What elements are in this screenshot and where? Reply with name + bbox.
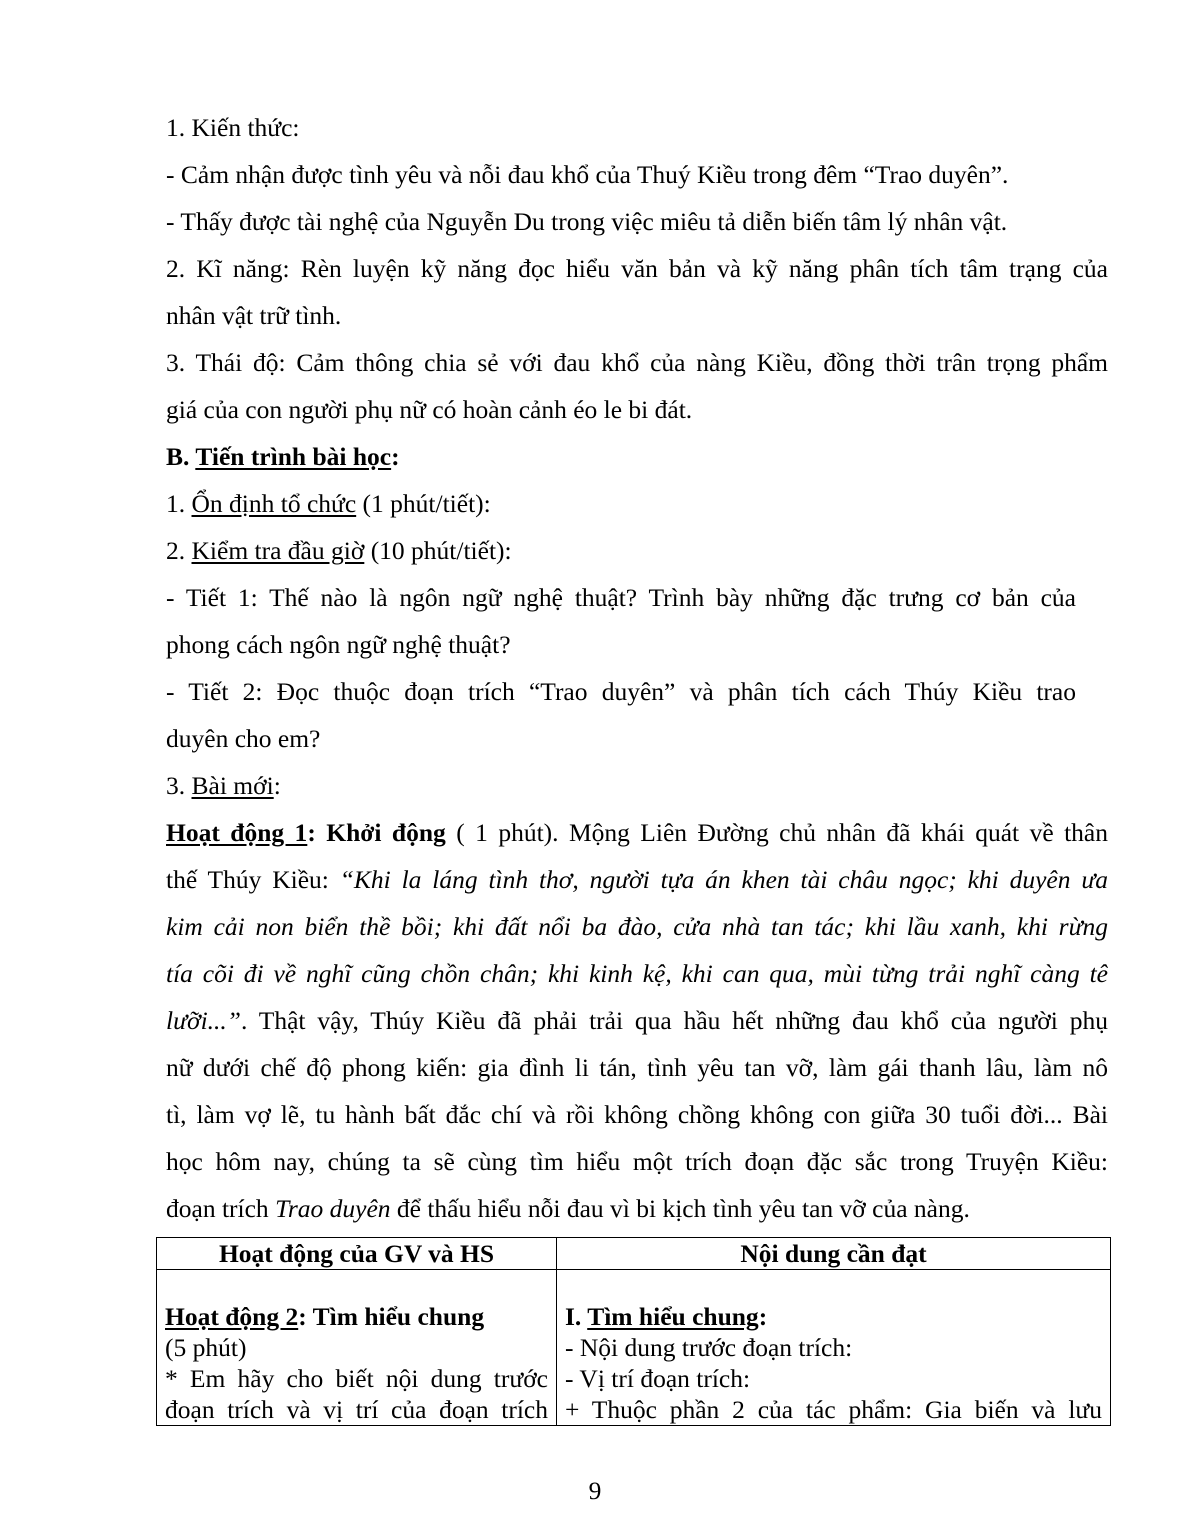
attitude-line-1: 3. Thái độ: Cảm thông chia sẻ với đau khổ của nàng Kiều, đồng thời trân trọng phẩm [166,348,1108,377]
activity-1-line-9: đoạn trích Trao duyên để thấu hiểu nỗi đau vì bi kịch tình yêu tan vỡ của nàng. [166,1194,970,1223]
table-row [157,1270,1111,1426]
content-item-2: - Vị trí đoạn trích: [565,1364,751,1393]
activity-2-time: (5 phút) [165,1333,247,1362]
table-cell-content [557,1270,1111,1426]
question-2-line-1: - Tiết 2: Đọc thuộc đoạn trích “Trao duyên” và phân tích cách Thúy Kiều trao [166,677,1076,706]
process-heading: B. Tiến trình bài học: [166,442,400,471]
table-header-content: Nội dung cần đạt [557,1238,1111,1270]
skill-line-1: 2. Kĩ năng: Rèn luyện kỹ năng đọc hiểu văn bản và kỹ năng phân tích tâm trạng của [166,254,1108,283]
step-1: 1. Ổn định tổ chức (1 phút/tiết): [166,489,491,518]
step-2: 2. Kiểm tra đầu giờ (10 phút/tiết): [166,536,512,565]
activity-2-question-line-2: đoạn trích và vị trí của đoạn trích [165,1395,548,1424]
question-1-line-1: - Tiết 1: Thế nào là ngôn ngữ nghệ thuật? Trình bày những đặc trưng cơ bản của [166,583,1076,612]
activity-1-line-7: tì, làm vợ lẽ, tu hành bất đắc chí và rồi không chồng không con giữa 30 tuổi đời... Bài [166,1100,1108,1129]
knowledge-heading: 1. Kiến thức: [166,113,300,142]
activity-1-line-3: kim cải non biển thề bồi; khi đất nổi ba đào, cửa nhà tan tác; khi lầu xanh, khi rừng [166,912,1108,941]
knowledge-item-2: - Thấy được tài nghệ của Nguyễn Du trong việc miêu tả diễn biến tâm lý nhân vật. [166,207,1008,236]
attitude-line-2: giá của con người phụ nữ có hoàn cảnh éo le bi đát. [166,395,693,424]
content-item-1: - Nội dung trước đoạn trích: [565,1333,853,1362]
lesson-table [156,1237,1111,1426]
question-1-line-2: phong cách ngôn ngữ nghệ thuật? [166,630,511,659]
table-cell-activities [157,1270,557,1426]
activity-2-question-line-1: * Em hãy cho biết nội dung trước [165,1364,548,1393]
content-item-3: + Thuộc phần 2 của tác phẩm: Gia biến và lưu [565,1395,1102,1424]
activity-1-line-8: học hôm nay, chúng ta sẽ cùng tìm hiểu một trích đoạn đặc sắc trong Truyện Kiều: [166,1147,1108,1176]
section-1-title: I. Tìm hiểu chung: [565,1302,768,1331]
activity-1-line-4: tía cõi đi về nghĩ cũng chồn chân; khi kinh kệ, khi can qua, mùi từng trải nghĩ càng tê [166,959,1108,988]
table-header-activities: Hoạt động của GV và HS [157,1238,557,1270]
knowledge-item-1: - Cảm nhận được tình yêu và nỗi đau khổ của Thuý Kiều trong đêm “Trao duyên”. [166,160,1009,189]
question-2-line-2: duyên cho em? [166,724,321,753]
activity-1-line-6: nữ dưới chế độ phong kiến: gia đình li tán, tình yêu tan vỡ, làm gái thanh lâu, làm nô [166,1053,1108,1082]
activity-1-line-5: lưỡi...”. Thật vậy, Thúy Kiều đã phải trải qua hầu hết những đau khổ của người phụ [166,1006,1108,1035]
activity-1-line-2: thế Thúy Kiều: “Khi la láng tình thơ, người tựa án khen tài châu ngọc; khi duyên ưa [166,865,1108,894]
skill-line-2: nhân vật trữ tình. [166,301,342,330]
activity-1-line-1: Hoạt động 1: Khởi động ( 1 phút). Mộng Liên Đường chủ nhân đã khái quát về thân [166,818,1108,847]
page-number: 9 [588,1476,602,1505]
step-3: 3. Bài mới: [166,771,281,800]
table-header-row [157,1238,1111,1270]
activity-2-title: Hoạt động 2: Tìm hiểu chung [165,1302,485,1331]
